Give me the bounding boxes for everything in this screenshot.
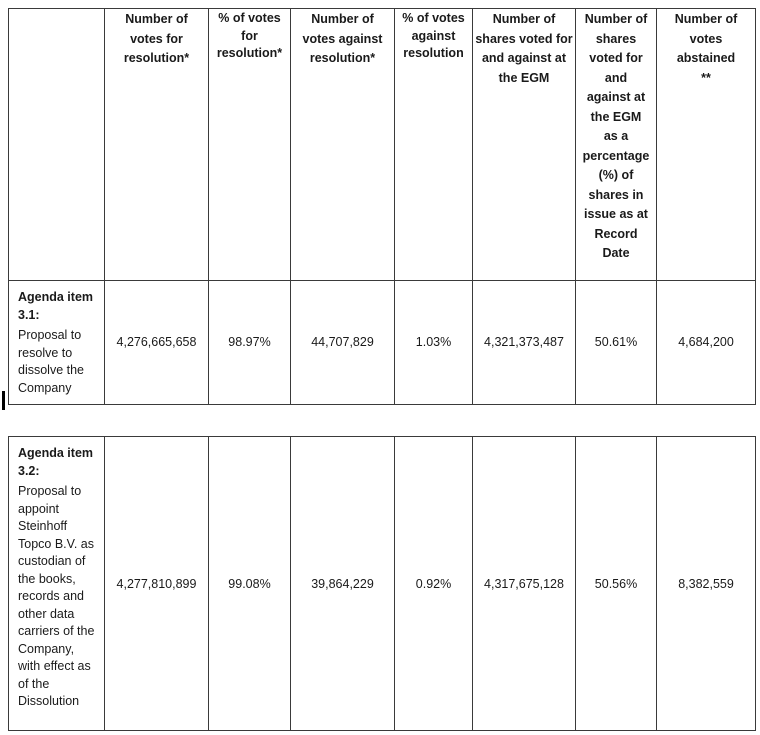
agenda-item-title: Agenda item 3.2: xyxy=(18,446,94,478)
votes-against-cell: 39,864,229 xyxy=(291,437,395,731)
agenda-item-cell xyxy=(9,437,105,731)
votes-against-cell: 44,707,829 xyxy=(291,281,395,405)
text-cursor xyxy=(2,391,5,410)
header-votes-abstained: Number of votes abstained ** xyxy=(657,9,756,281)
agenda-item-description: Proposal to appoint Steinhoff Topco B.V. as custodian of the books, records and other data carriers of the Company, with effect as of the Dissolution xyxy=(18,484,95,708)
pct-shares-in-issue-cell: 50.56% xyxy=(576,437,657,731)
resolution-results-table-1 xyxy=(8,8,756,405)
header-shares-voted: Number of shares voted for and against at the EGM xyxy=(473,9,576,281)
shares-voted-cell: 4,321,373,487 xyxy=(473,281,576,405)
header-row xyxy=(9,9,756,281)
agenda-item-title: Agenda item 3.1: xyxy=(18,290,94,322)
pct-against-cell: 1.03% xyxy=(395,281,473,405)
header-pct-for: % of votes for resolution* xyxy=(209,9,291,281)
header-pct-against: % of votes against resolution xyxy=(395,9,473,281)
header-pct-shares-in-issue: Number of shares voted for and against at the EGM as a percentage (%) of shares in issue as at Record Date xyxy=(576,9,657,281)
header-votes-for: Number of votes for resolution* xyxy=(105,9,209,281)
agenda-item-cell xyxy=(9,281,105,405)
resolution-results-table-2 xyxy=(8,436,756,731)
votes-abstained-cell: 8,382,559 xyxy=(657,437,756,731)
votes-for-cell: 4,276,665,658 xyxy=(105,281,209,405)
pct-against-cell: 0.92% xyxy=(395,437,473,731)
header-votes-against: Number of votes against resolution* xyxy=(291,9,395,281)
header-empty xyxy=(9,9,105,281)
shares-voted-cell: 4,317,675,128 xyxy=(473,437,576,731)
pct-for-cell: 99.08% xyxy=(209,437,291,731)
votes-abstained-cell: 4,684,200 xyxy=(657,281,756,405)
table-row xyxy=(9,437,756,731)
pct-for-cell: 98.97% xyxy=(209,281,291,405)
votes-for-cell: 4,277,810,899 xyxy=(105,437,209,731)
pct-shares-in-issue-cell: 50.61% xyxy=(576,281,657,405)
table-row xyxy=(9,281,756,405)
agenda-item-description: Proposal to resolve to dissolve the Company xyxy=(18,328,85,395)
